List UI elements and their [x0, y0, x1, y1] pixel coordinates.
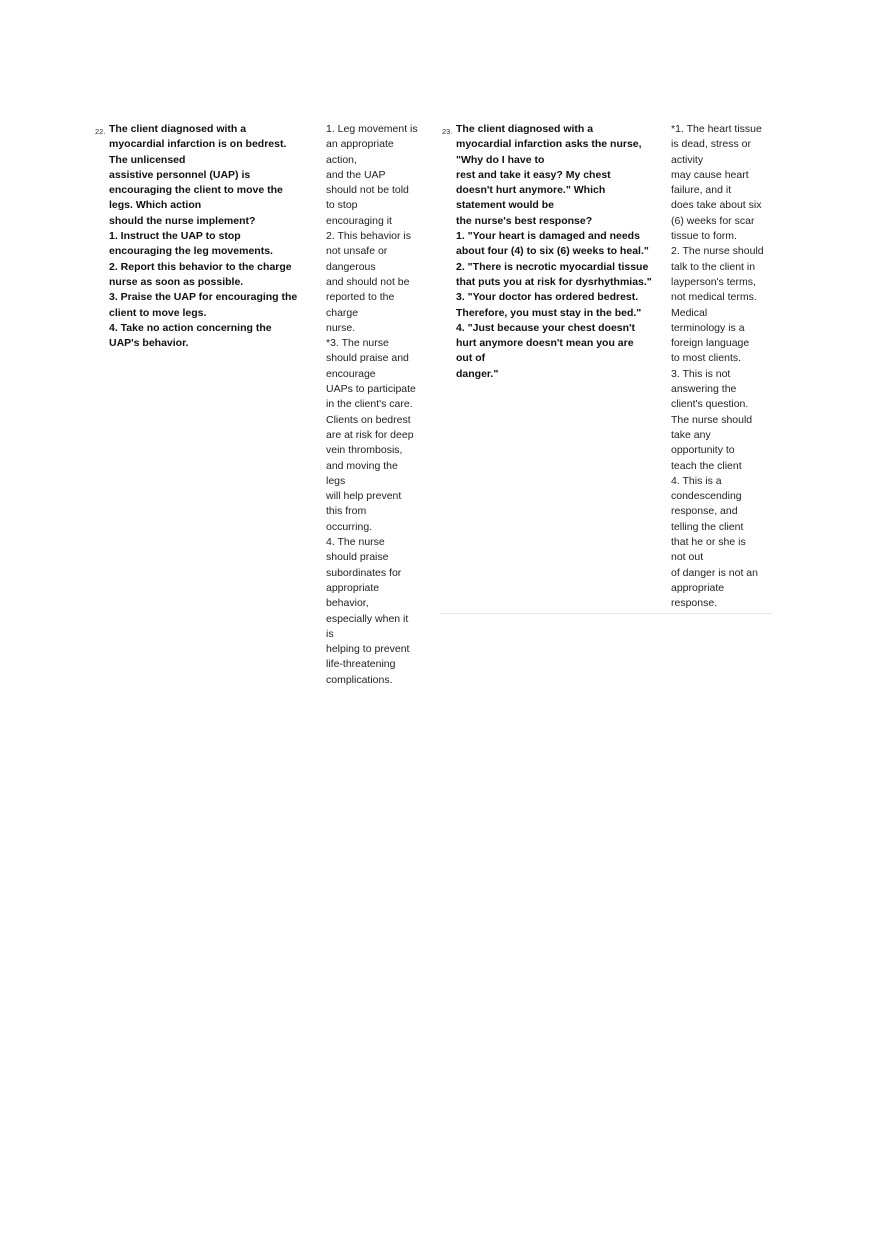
text-line: 2. This behavior is: [326, 230, 412, 243]
text-line: are at risk for deep: [326, 428, 414, 441]
text-line: not unsafe or: [326, 245, 388, 258]
question-22-number: 22.: [95, 127, 106, 136]
text-line: The client diagnosed with a: [456, 123, 594, 135]
text-line: legs: [326, 474, 346, 487]
text-line: myocardial infarction is on bedrest.: [109, 138, 287, 151]
text-line: nurse.: [326, 321, 356, 334]
text-line: about four (4) to six (6) weeks to heal.": [456, 245, 649, 258]
text-line: encouraging the client to move the: [109, 184, 283, 197]
text-line: failure, and it: [671, 184, 732, 197]
text-line: 4. Take no action concerning the: [109, 321, 272, 334]
text-line: not medical terms.: [671, 291, 757, 304]
text-line: that he or she is: [671, 536, 746, 549]
text-line: appropriate: [326, 581, 380, 594]
text-line: UAPs to participate: [326, 383, 416, 396]
text-line: response, and: [671, 505, 738, 518]
text-line: client to move legs.: [109, 306, 207, 319]
text-line: answering the: [671, 383, 737, 396]
text-line: opportunity to: [671, 444, 735, 457]
text-line: telling the client: [671, 520, 744, 533]
text-line: that puts you at risk for dysrhythmias.": [456, 275, 652, 288]
text-line: dangerous: [326, 260, 376, 273]
text-line: this from: [326, 505, 367, 518]
text-line: teach the client: [671, 459, 742, 472]
text-line: should not be told: [326, 184, 409, 197]
text-line: and should not be: [326, 275, 410, 288]
text-line: and the UAP: [326, 168, 386, 181]
text-line: Therefore, you must stay in the bed.": [456, 306, 642, 319]
text-line: client's question.: [671, 398, 749, 411]
text-line: 1. Leg movement is: [326, 123, 418, 135]
question-23-text: [456, 122, 652, 382]
text-line: and moving the: [326, 459, 398, 472]
text-line: will help prevent: [326, 490, 402, 503]
text-line: especially when it: [326, 612, 409, 625]
text-line: an appropriate: [326, 138, 394, 151]
text-line: of danger is not an: [671, 566, 758, 579]
text-line: should praise: [326, 551, 389, 564]
text-line: not out: [671, 551, 704, 564]
text-line: behavior,: [326, 597, 369, 610]
text-line: doesn't hurt anymore." Which: [456, 184, 606, 197]
table-bottom-divider: [441, 613, 772, 614]
text-line: nurse as soon as possible.: [109, 275, 244, 288]
text-line: the nurse's best response?: [456, 214, 593, 227]
text-line: danger.": [456, 367, 499, 380]
text-line: may cause heart: [671, 168, 749, 181]
text-line: tissue to form.: [671, 230, 737, 243]
text-line: *1. The heart tissue: [671, 123, 762, 135]
text-line: layperson's terms,: [671, 275, 756, 288]
text-line: talk to the client in: [671, 260, 756, 273]
text-line: terminology is a: [671, 321, 745, 334]
text-line: UAP's behavior.: [109, 337, 189, 350]
text-line: 1. "Your heart is damaged and needs: [456, 230, 640, 243]
text-line: should the nurse implement?: [109, 214, 256, 227]
question-23-number: 23.: [442, 127, 453, 136]
text-line: charge: [326, 306, 359, 319]
text-line: statement would be: [456, 199, 555, 212]
text-line: legs. Which action: [109, 199, 202, 212]
text-line: complications.: [326, 673, 393, 686]
text-line: out of: [456, 352, 486, 365]
text-line: life-threatening: [326, 658, 396, 671]
text-line: 3. Praise the UAP for encouraging the: [109, 291, 298, 304]
text-line: 2. Report this behavior to the charge: [109, 260, 292, 273]
text-line: should praise and: [326, 352, 409, 365]
text-line: helping to prevent: [326, 643, 410, 656]
text-line: 3. "Your doctor has ordered bedrest.: [456, 291, 639, 304]
text-line: myocardial infarction asks the nurse,: [456, 138, 642, 151]
question-23-rationale: [671, 122, 764, 612]
question-22-text: [109, 122, 297, 351]
text-line: 2. The nurse should: [671, 245, 764, 258]
text-line: "Why do I have to: [456, 153, 545, 166]
text-line: The nurse should: [671, 413, 753, 426]
text-line: to stop: [326, 199, 358, 212]
text-line: is: [326, 627, 334, 640]
text-line: Clients on bedrest: [326, 413, 411, 426]
text-line: activity: [671, 153, 704, 166]
text-line: rest and take it easy? My chest: [456, 168, 611, 181]
text-line: *3. The nurse: [326, 337, 389, 350]
text-line: appropriate: [671, 581, 725, 594]
question-22-rationale: [326, 122, 418, 688]
text-line: action,: [326, 153, 357, 166]
text-line: is dead, stress or: [671, 138, 751, 151]
text-line: encouraging the leg movements.: [109, 245, 273, 258]
text-line: 4. The nurse: [326, 536, 385, 549]
text-line: response.: [671, 597, 718, 610]
text-line: occurring.: [326, 520, 373, 533]
text-line: assistive personnel (UAP) is: [109, 168, 251, 181]
text-line: vein thrombosis,: [326, 444, 403, 457]
text-line: foreign language: [671, 337, 750, 350]
text-line: does take about six: [671, 199, 762, 212]
text-line: 4. This is a: [671, 474, 722, 487]
text-line: 3. This is not: [671, 367, 731, 380]
text-line: 1. Instruct the UAP to stop: [109, 230, 241, 243]
text-line: The client diagnosed with a: [109, 123, 247, 135]
text-line: 2. "There is necrotic myocardial tissue: [456, 260, 649, 273]
text-line: take any: [671, 428, 711, 441]
text-line: subordinates for: [326, 566, 402, 579]
text-line: encouraging it: [326, 214, 392, 227]
text-line: The unlicensed: [109, 153, 186, 166]
text-line: condescending: [671, 490, 742, 503]
text-line: 4. "Just because your chest doesn't: [456, 321, 636, 334]
text-line: (6) weeks for scar: [671, 214, 755, 227]
text-line: Medical: [671, 306, 708, 319]
text-line: encourage: [326, 367, 376, 380]
text-line: reported to the: [326, 291, 395, 304]
text-line: hurt anymore doesn't mean you are: [456, 337, 634, 350]
text-line: in the client's care.: [326, 398, 413, 411]
text-line: to most clients.: [671, 352, 742, 365]
